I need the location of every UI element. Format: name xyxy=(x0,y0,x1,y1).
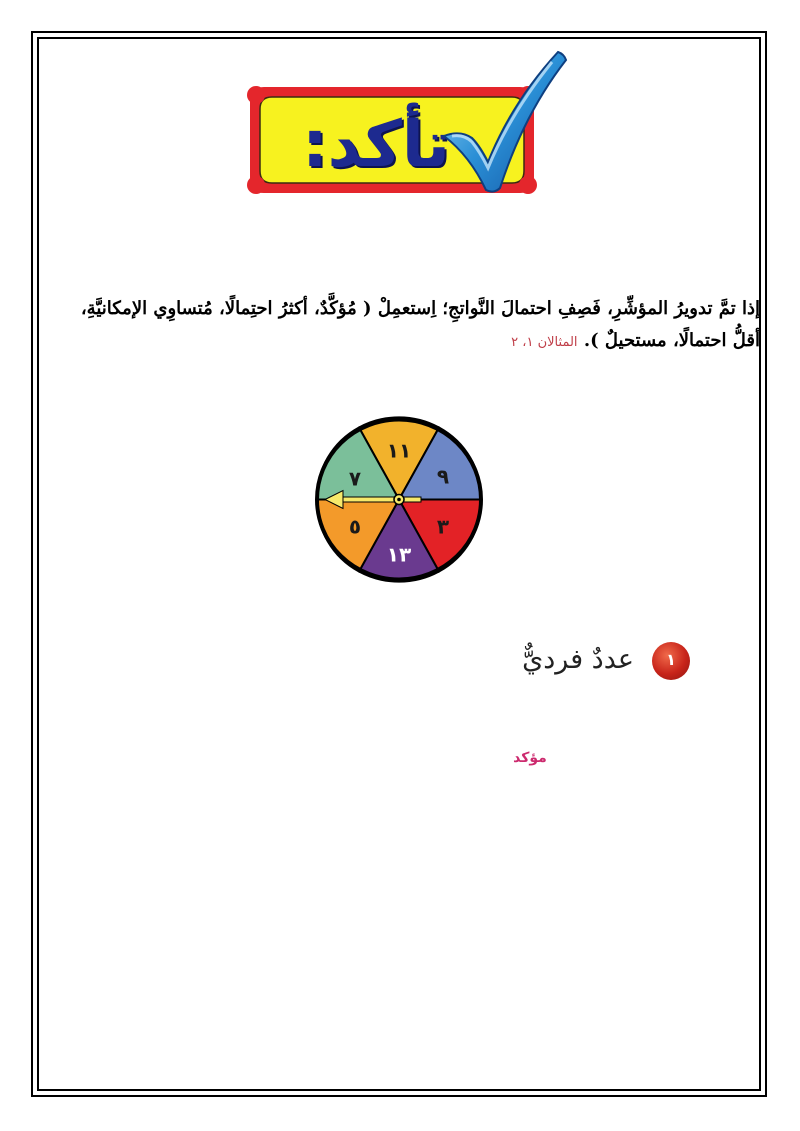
checkmark-icon xyxy=(440,44,570,194)
spinner-label: ٩ xyxy=(436,464,450,489)
page-title: تأكد: xyxy=(302,108,450,182)
question-number-badge xyxy=(652,642,690,680)
spinner-label: ٣ xyxy=(436,514,450,539)
answer-text: مؤكد xyxy=(513,750,547,766)
spinner-wheel xyxy=(313,416,485,583)
spinner-label: ٧ xyxy=(348,466,362,491)
question-row xyxy=(430,640,690,684)
instruction-body: إذا تمَّ تدويرُ المؤشِّرِ، فَصِفِ احتمالَ النَّواتجِ؛ اِستعمِلْ ( مُؤكَّدٌ، أكثرُ احتِمالًا، مُتساوِي الإمكانيَّةِ، أقلُّ احتمالًا، مستحيلٌ ). xyxy=(80,298,760,351)
question-text: عددٌ فرديٌّ xyxy=(522,644,634,675)
spinner-label: ١١ xyxy=(386,438,412,463)
example-reference: المثالان ١، ٢ xyxy=(511,335,578,350)
spinner-label: ٥ xyxy=(348,514,362,539)
question-number: ١ xyxy=(666,650,676,669)
spinner-label: ١٣ xyxy=(386,542,412,567)
instruction-text xyxy=(50,293,760,359)
